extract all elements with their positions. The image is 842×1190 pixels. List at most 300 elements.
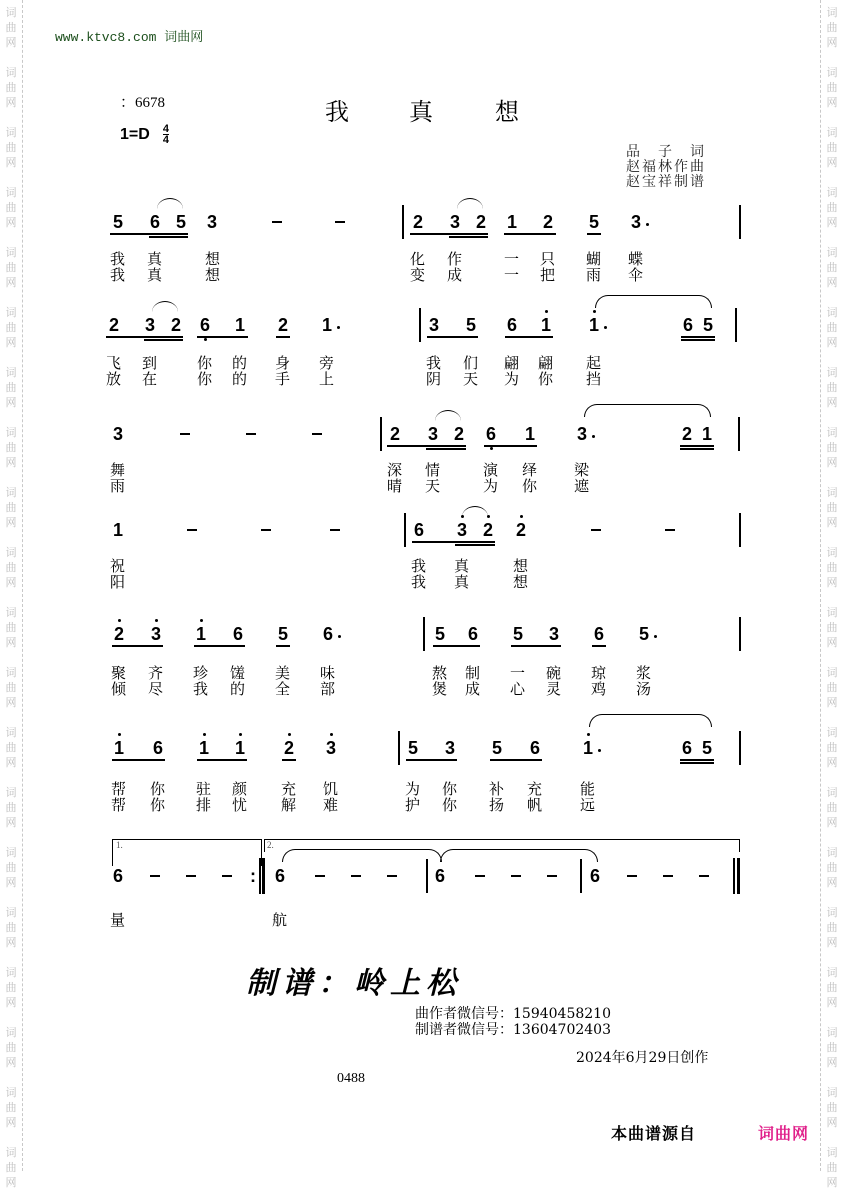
underline: [427, 336, 478, 338]
lyric: 挡: [586, 370, 602, 388]
underline: [680, 762, 714, 764]
watermark-char: 词: [5, 606, 17, 619]
watermark-char: 词: [5, 426, 17, 439]
watermark-char: 词: [826, 426, 838, 439]
watermark-char: 曲: [5, 981, 17, 994]
title-char: 我: [325, 98, 349, 126]
tie: [282, 849, 442, 862]
watermark-char: 曲: [826, 321, 838, 334]
note: 3: [456, 520, 467, 540]
octave-up-dot: [203, 733, 206, 736]
lyric: 驻: [196, 780, 212, 798]
note: 6: [589, 866, 600, 886]
note: 2: [453, 424, 464, 444]
watermark-char: 曲: [826, 1161, 838, 1174]
note: 1: [113, 738, 124, 758]
dash: [475, 875, 485, 877]
creation-date: 2024年6月29日创作: [576, 1050, 709, 1066]
watermark-char: 网: [826, 1176, 838, 1189]
note: 6: [467, 624, 478, 644]
note: 3: [428, 315, 439, 335]
lyric: 浆: [636, 664, 652, 682]
note: 5: [702, 315, 713, 335]
note: 5: [638, 624, 649, 644]
note: 6: [232, 624, 243, 644]
barline: [398, 731, 400, 765]
watermark-char: 网: [826, 36, 838, 49]
octave-up-dot: [288, 733, 291, 736]
note: 3: [548, 624, 559, 644]
credits: [626, 145, 706, 190]
watermark-char: 网: [5, 456, 17, 469]
watermark-char: 曲: [826, 1101, 838, 1114]
lyric: 心: [510, 680, 526, 698]
watermark-char: 词: [826, 786, 838, 799]
tie: [584, 404, 711, 417]
dash: [261, 529, 271, 531]
watermark-char: 网: [826, 1056, 838, 1069]
watermark-char: 网: [5, 936, 17, 949]
watermark-char: 词: [5, 1086, 17, 1099]
watermark-char: 曲: [5, 561, 17, 574]
watermark-char: 曲: [5, 261, 17, 274]
tie: [440, 849, 598, 862]
watermark-char: 曲: [5, 1041, 17, 1054]
key-label: 1=D: [120, 126, 150, 143]
octave-up-dot: [593, 310, 596, 313]
slur: [157, 198, 183, 209]
underline: [504, 233, 556, 235]
lyric: 翩: [504, 354, 520, 372]
note: 6: [681, 738, 692, 758]
lyric: 全: [275, 680, 291, 698]
underline: [410, 233, 488, 235]
lyric: 想: [513, 557, 529, 575]
note: 2: [542, 212, 553, 232]
watermark-char: 网: [5, 996, 17, 1009]
lyric: 蝴: [586, 250, 602, 268]
underline: [680, 445, 714, 447]
lyric: 你: [442, 780, 458, 798]
watermark-char: 词: [5, 306, 17, 319]
lyric: 聚: [111, 664, 127, 682]
watermark-char: 曲: [826, 141, 838, 154]
watermark-char: 词: [826, 66, 838, 79]
watermark-char: 曲: [826, 81, 838, 94]
lyric: 天: [463, 370, 479, 388]
watermark-char: 网: [826, 456, 838, 469]
lyric: 远: [580, 796, 596, 814]
watermark-char: 词: [5, 126, 17, 139]
lyric: 忧: [232, 796, 248, 814]
dash: [180, 433, 190, 435]
lyric: 颜: [232, 780, 248, 798]
note: 5: [465, 315, 476, 335]
watermark-char: 词: [5, 966, 17, 979]
slur: [435, 410, 461, 421]
note: 6: [322, 624, 333, 644]
arranger-credit: 赵宝祥制谱: [626, 174, 706, 190]
lyric: 伞: [628, 266, 644, 284]
watermark-char: 曲: [5, 921, 17, 934]
watermark-char: 曲: [826, 501, 838, 514]
site-url-text: www.ktvc8.com: [55, 30, 157, 45]
note: 3: [630, 212, 641, 232]
barline: [739, 617, 741, 651]
lyric: 梁: [574, 461, 590, 479]
barline: [423, 617, 425, 651]
dash: [665, 529, 675, 531]
augmentation-dot: [598, 749, 601, 752]
watermark-char: 词: [826, 306, 838, 319]
note: 3: [206, 212, 217, 232]
lyric: 的: [230, 680, 246, 698]
lyric: 翩: [538, 354, 554, 372]
note: 3: [427, 424, 438, 444]
watermark-char: 曲: [5, 381, 17, 394]
watermark-char: 曲: [5, 141, 17, 154]
octave-up-dot: [155, 619, 158, 622]
lyric: 成: [465, 680, 481, 698]
lyric: 量: [110, 911, 126, 929]
octave-up-dot: [200, 619, 203, 622]
lyric: 补: [489, 780, 505, 798]
site-url[interactable]: [55, 26, 203, 45]
barline: [402, 205, 404, 239]
lyric: 阳: [110, 573, 126, 591]
watermark-char: 曲: [826, 381, 838, 394]
time-signature: [163, 124, 169, 145]
watermark-char: 网: [5, 756, 17, 769]
lyric: 作: [447, 250, 463, 268]
watermark-char: 曲: [5, 1101, 17, 1114]
note: 3: [325, 738, 336, 758]
underline: [406, 759, 457, 761]
watermark-char: 词: [826, 666, 838, 679]
lyric: 灵: [546, 680, 562, 698]
lyric: 一: [510, 664, 526, 682]
barline: [380, 417, 382, 451]
lyric: 飞: [106, 354, 122, 372]
dash: [315, 875, 325, 877]
barline: [739, 205, 741, 239]
watermark-char: 曲: [826, 1041, 838, 1054]
note: 6: [593, 624, 604, 644]
note: 5: [277, 624, 288, 644]
underline: [276, 336, 290, 338]
watermark-char: 词: [5, 1146, 17, 1159]
time-sig-bottom: 4: [162, 134, 170, 146]
source-label: 本曲谱源自: [611, 1124, 697, 1143]
lyric: 制: [465, 664, 481, 682]
lyric: 演: [483, 461, 499, 479]
tie: [589, 714, 712, 727]
note: 1: [540, 315, 551, 335]
lyric: 在: [142, 370, 158, 388]
underline: [681, 336, 715, 338]
underline: [587, 233, 601, 235]
lyric: 能: [580, 780, 596, 798]
watermark-char: 网: [826, 336, 838, 349]
watermark-char: 网: [5, 396, 17, 409]
watermark-char: 网: [826, 276, 838, 289]
lyric: 旁: [319, 354, 335, 372]
underline: [490, 759, 542, 761]
underline: [511, 645, 561, 647]
lyric: 解: [281, 796, 297, 814]
lyric: 你: [197, 370, 213, 388]
lyric: 把: [540, 266, 556, 284]
note: 5: [434, 624, 445, 644]
lyric: 变: [410, 266, 426, 284]
dash: [312, 433, 322, 435]
lyric: 为: [405, 780, 421, 798]
lyric: 帮: [111, 796, 127, 814]
watermark-char: 词: [5, 1026, 17, 1039]
lyric: 熬: [432, 664, 448, 682]
source-brand-link[interactable]: 词曲网: [758, 1124, 810, 1143]
barline: [738, 417, 740, 451]
note: 2: [170, 315, 181, 335]
time-sig-top: 4: [162, 123, 170, 135]
watermark-char: 网: [5, 816, 17, 829]
watermark-char: 词: [5, 546, 17, 559]
dash: [150, 875, 160, 877]
lyric: 我: [193, 680, 209, 698]
watermark-char: 网: [826, 576, 838, 589]
lyric: 只: [540, 250, 556, 268]
note: 1: [112, 520, 123, 540]
tie: [595, 295, 712, 308]
barline: [739, 513, 741, 547]
repeat-colon: :: [250, 866, 256, 886]
lyric: 帆: [527, 796, 543, 814]
underline: [592, 645, 606, 647]
lyric: 为: [504, 370, 520, 388]
watermark-char: 曲: [5, 861, 17, 874]
watermark-char: 曲: [826, 201, 838, 214]
note: 1: [321, 315, 332, 335]
dash: [222, 875, 232, 877]
watermark-char: 网: [826, 636, 838, 649]
watermark-char: 网: [826, 936, 838, 949]
score-code: 0488: [337, 1071, 365, 1086]
lyric: 真: [147, 266, 163, 284]
octave-up-dot: [587, 733, 590, 736]
dash: [330, 529, 340, 531]
note: 5: [588, 212, 599, 232]
barline: [262, 858, 265, 894]
watermark-char: 曲: [5, 1161, 17, 1174]
barline: [426, 859, 428, 893]
underline: [449, 236, 488, 238]
watermark-char: 网: [5, 516, 17, 529]
watermark-char: 网: [5, 636, 17, 649]
watermark-char: 曲: [826, 801, 838, 814]
barline: [739, 731, 741, 765]
watermark-char: 网: [826, 1116, 838, 1129]
underline: [282, 759, 296, 761]
octave-up-dot: [330, 733, 333, 736]
note: 6: [682, 315, 693, 335]
note: 6: [434, 866, 445, 886]
lyric: 充: [281, 780, 297, 798]
watermark-char: 词: [826, 486, 838, 499]
watermark-char: 网: [826, 696, 838, 709]
note: 2: [113, 624, 124, 644]
note: 5: [701, 738, 712, 758]
slur: [457, 198, 483, 209]
barline: [735, 308, 737, 342]
lyric: 难: [323, 796, 339, 814]
watermark-char: 词: [826, 906, 838, 919]
barline: [737, 858, 740, 894]
watermark-char: 词: [5, 726, 17, 739]
lyric: 雨: [586, 266, 602, 284]
watermark-char: 词: [826, 366, 838, 379]
dash: [591, 529, 601, 531]
arranger-wechat: 制谱者微信号：13604702403: [415, 1022, 611, 1038]
watermark-char: 曲: [826, 621, 838, 634]
slur: [152, 301, 178, 312]
lyric: 你: [150, 780, 166, 798]
underline: [149, 236, 188, 238]
barline: [580, 859, 582, 893]
watermark-char: 网: [826, 156, 838, 169]
lyric: 蝶: [628, 250, 644, 268]
watermark-char: 词: [5, 786, 17, 799]
dash: [547, 875, 557, 877]
watermark-char: 词: [826, 126, 838, 139]
watermark-char: 曲: [5, 81, 17, 94]
note: 5: [112, 212, 123, 232]
underline: [144, 339, 183, 341]
watermark-char: 词: [5, 186, 17, 199]
watermark-char: 网: [826, 96, 838, 109]
lyric: 上: [319, 370, 335, 388]
lyric: 雨: [110, 477, 126, 495]
note: 2: [681, 424, 692, 444]
lyric: 饥: [323, 780, 339, 798]
watermark-char: 词: [826, 1146, 838, 1159]
watermark-char: 网: [826, 516, 838, 529]
note: 1: [234, 738, 245, 758]
note: 1: [198, 738, 209, 758]
note: 6: [112, 866, 123, 886]
lyric: 你: [442, 796, 458, 814]
lyric: 煲: [432, 680, 448, 698]
lyric: 晴: [387, 477, 403, 495]
lyricist-char: 词: [690, 144, 704, 160]
watermark-char: 曲: [826, 21, 838, 34]
lyric: 尽: [148, 680, 164, 698]
watermark-char: 曲: [5, 201, 17, 214]
volta-label-2: 2.: [267, 840, 274, 850]
dash: [246, 433, 256, 435]
note: 1: [701, 424, 712, 444]
note: 1: [524, 424, 535, 444]
note: 3: [150, 624, 161, 644]
octave-up-dot: [545, 310, 548, 313]
note: 1: [234, 315, 245, 335]
watermark-char: 网: [5, 576, 17, 589]
note: 2: [108, 315, 119, 335]
octave-up-dot: [520, 515, 523, 518]
watermark-char: 网: [826, 756, 838, 769]
watermark-char: 网: [826, 876, 838, 889]
watermark-char: 曲: [826, 261, 838, 274]
arranger-signature: 制谱：岭上松: [246, 966, 462, 1001]
watermark-char: 词: [826, 846, 838, 859]
note: 6: [152, 738, 163, 758]
underline: [197, 336, 248, 338]
watermark-char: 网: [5, 1116, 17, 1129]
dash: [387, 875, 397, 877]
title-char: 想: [495, 98, 519, 126]
watermark-char: 网: [5, 216, 17, 229]
note: 6: [199, 315, 210, 335]
underline: [106, 336, 183, 338]
octave-up-dot: [239, 733, 242, 736]
augmentation-dot: [604, 326, 607, 329]
note: 2: [283, 738, 294, 758]
lyric: 味: [320, 664, 336, 682]
lyric: 鸡: [591, 680, 607, 698]
watermark-char: 词: [5, 66, 17, 79]
lyric: 你: [197, 354, 213, 372]
watermark-char: 网: [826, 216, 838, 229]
note: 3: [576, 424, 587, 444]
note: 6: [149, 212, 160, 232]
lyric: 帮: [111, 780, 127, 798]
watermark-char: 词: [826, 186, 838, 199]
lyric: 化: [410, 250, 426, 268]
augmentation-dot: [654, 635, 657, 638]
lyric: 身: [275, 354, 291, 372]
lyric: 碗: [546, 664, 562, 682]
underline: [110, 233, 188, 235]
composer-credit: 赵福林作曲: [626, 159, 706, 175]
lyric: 航: [272, 911, 288, 929]
dash: [272, 221, 282, 223]
page-title: [0, 92, 842, 126]
lyric: 想: [205, 250, 221, 268]
lyric: 祝: [110, 557, 126, 575]
watermark-char: 曲: [5, 741, 17, 754]
watermark-char: 曲: [5, 21, 17, 34]
lyric: 琼: [591, 664, 607, 682]
dash: [187, 529, 197, 531]
underline: [276, 645, 290, 647]
underline: [197, 759, 247, 761]
watermark-char: 网: [5, 36, 17, 49]
note: 6: [485, 424, 496, 444]
watermark-right: [820, 0, 842, 1189]
watermark-char: 网: [5, 876, 17, 889]
title-char: 真: [409, 98, 433, 126]
lyric: 你: [150, 796, 166, 814]
underline: [455, 544, 495, 546]
watermark-char: 词: [5, 846, 17, 859]
composer-wechat: 曲作者微信号：15940458210: [415, 1006, 611, 1022]
contact-info: [415, 1006, 611, 1038]
watermark-char: 网: [826, 996, 838, 1009]
lyric: 珍: [193, 664, 209, 682]
note: 3: [144, 315, 155, 335]
watermark-char: 词: [826, 6, 838, 19]
augmentation-dot: [592, 435, 595, 438]
watermark-char: 词: [826, 966, 838, 979]
